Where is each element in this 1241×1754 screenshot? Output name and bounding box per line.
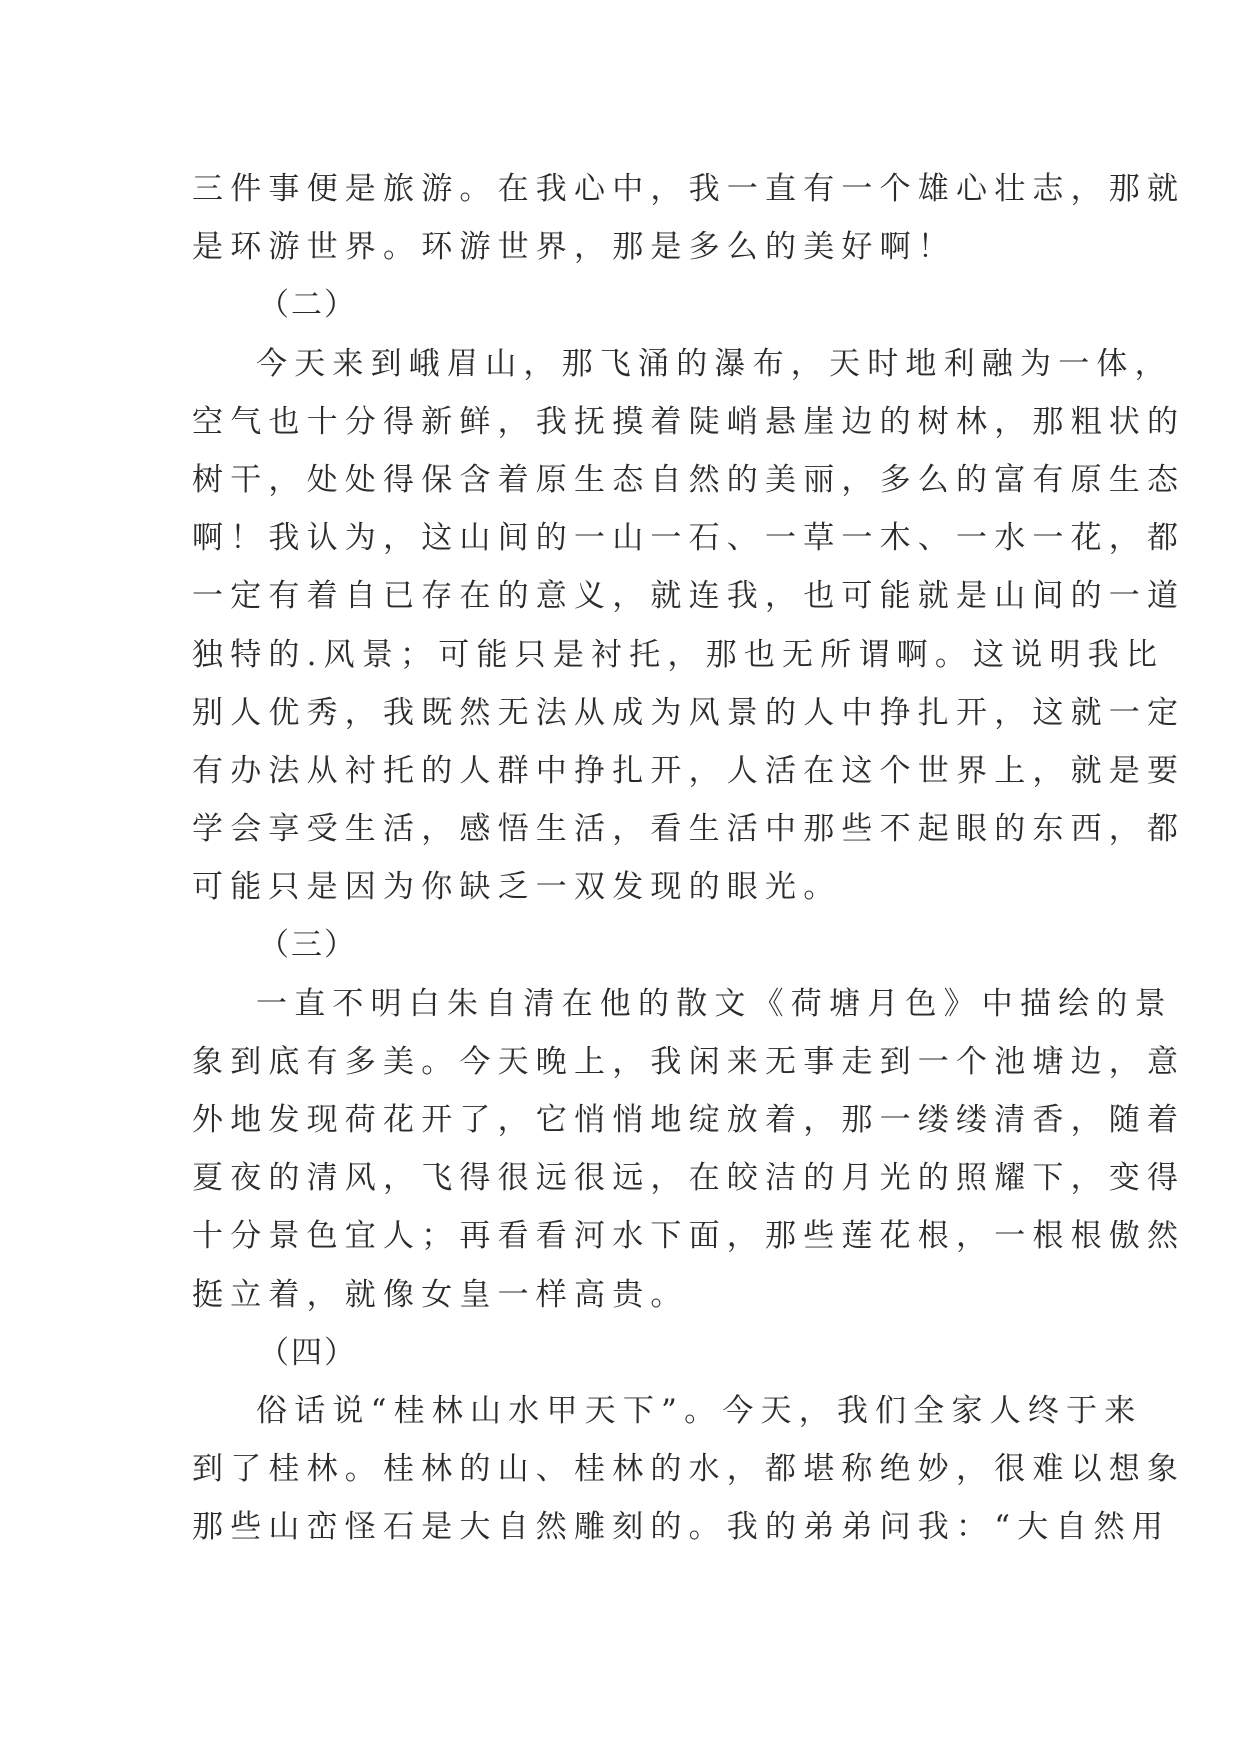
text-line: 三件事便是旅游。在我心中，我一直有一个雄心壮志，那就 (192, 171, 1186, 207)
text-line: 一定有着自已存在的意义，就连我，也可能就是山间的一道 (192, 578, 1186, 615)
text-line: 十分景色宜人；再看看河水下面，那些莲花根，一根根傲然 (192, 1218, 1186, 1255)
paragraph-first-line: 今天来到峨眉山，那飞涌的瀑布，天时地利融为一体， (256, 345, 1173, 382)
text-line: 学会享受生活，感悟生活，看生活中那些不起眼的东西，都 (192, 811, 1186, 848)
text-line: 空气也十分得新鲜，我抚摸着陡峭悬崖边的树林，那粗状的 (192, 403, 1186, 440)
text-line: 挺立着，就像女皇一样高贵。 (192, 1276, 689, 1313)
text-line: 那些山峦怪石是大自然雕刻的。我的弟弟问我：“大自然用 (192, 1509, 1171, 1546)
paragraph-first-line: 俗话说“桂林山水甲天下”。今天，我们全家人终于来 (256, 1392, 1143, 1429)
text-line: 啊！我认为，这山间的一山一石、一草一木、一水一花，都 (192, 520, 1186, 557)
section-heading: （四） (258, 1334, 357, 1371)
text-line: 夏夜的清风，飞得很远很远，在皎洁的月光的照耀下，变得 (192, 1160, 1186, 1197)
section-heading: （二） (258, 287, 357, 324)
text-line: 可能只是因为你缺乏一双发现的眼光。 (192, 869, 842, 906)
text-line: 外地发现荷花开了，它悄悄地绽放着，那一缕缕清香，随着 (192, 1102, 1186, 1138)
text-line: 有办法从衬托的人群中挣扎开，人活在这个世界上，就是要 (192, 752, 1186, 789)
document-body (192, 160, 1186, 1557)
text-line: 象到底有多美。今天晚上，我闲来无事走到一个池塘边，意 (192, 1043, 1186, 1080)
text-line: 树干，处处得保含着原生态自然的美丽，多么的富有原生态 (192, 461, 1186, 498)
text-line: 是环游世界。环游世界，那是多么的美好啊！ (192, 229, 956, 266)
section-heading: （三） (258, 927, 357, 964)
text-line: 到了桂林。桂林的山、桂林的水，都堪称绝妙，很难以想象 (192, 1451, 1186, 1488)
paragraph-first-line: 一直不明白朱自清在他的散文《荷塘月色》中描绘的景 (256, 985, 1173, 1022)
text-line: 独特的.风景；可能只是衬托，那也无所谓啊。这说明我比 (192, 636, 1165, 673)
text-line: 别人优秀，我既然无法从成为风景的人中挣扎开，这就一定 (192, 694, 1186, 731)
